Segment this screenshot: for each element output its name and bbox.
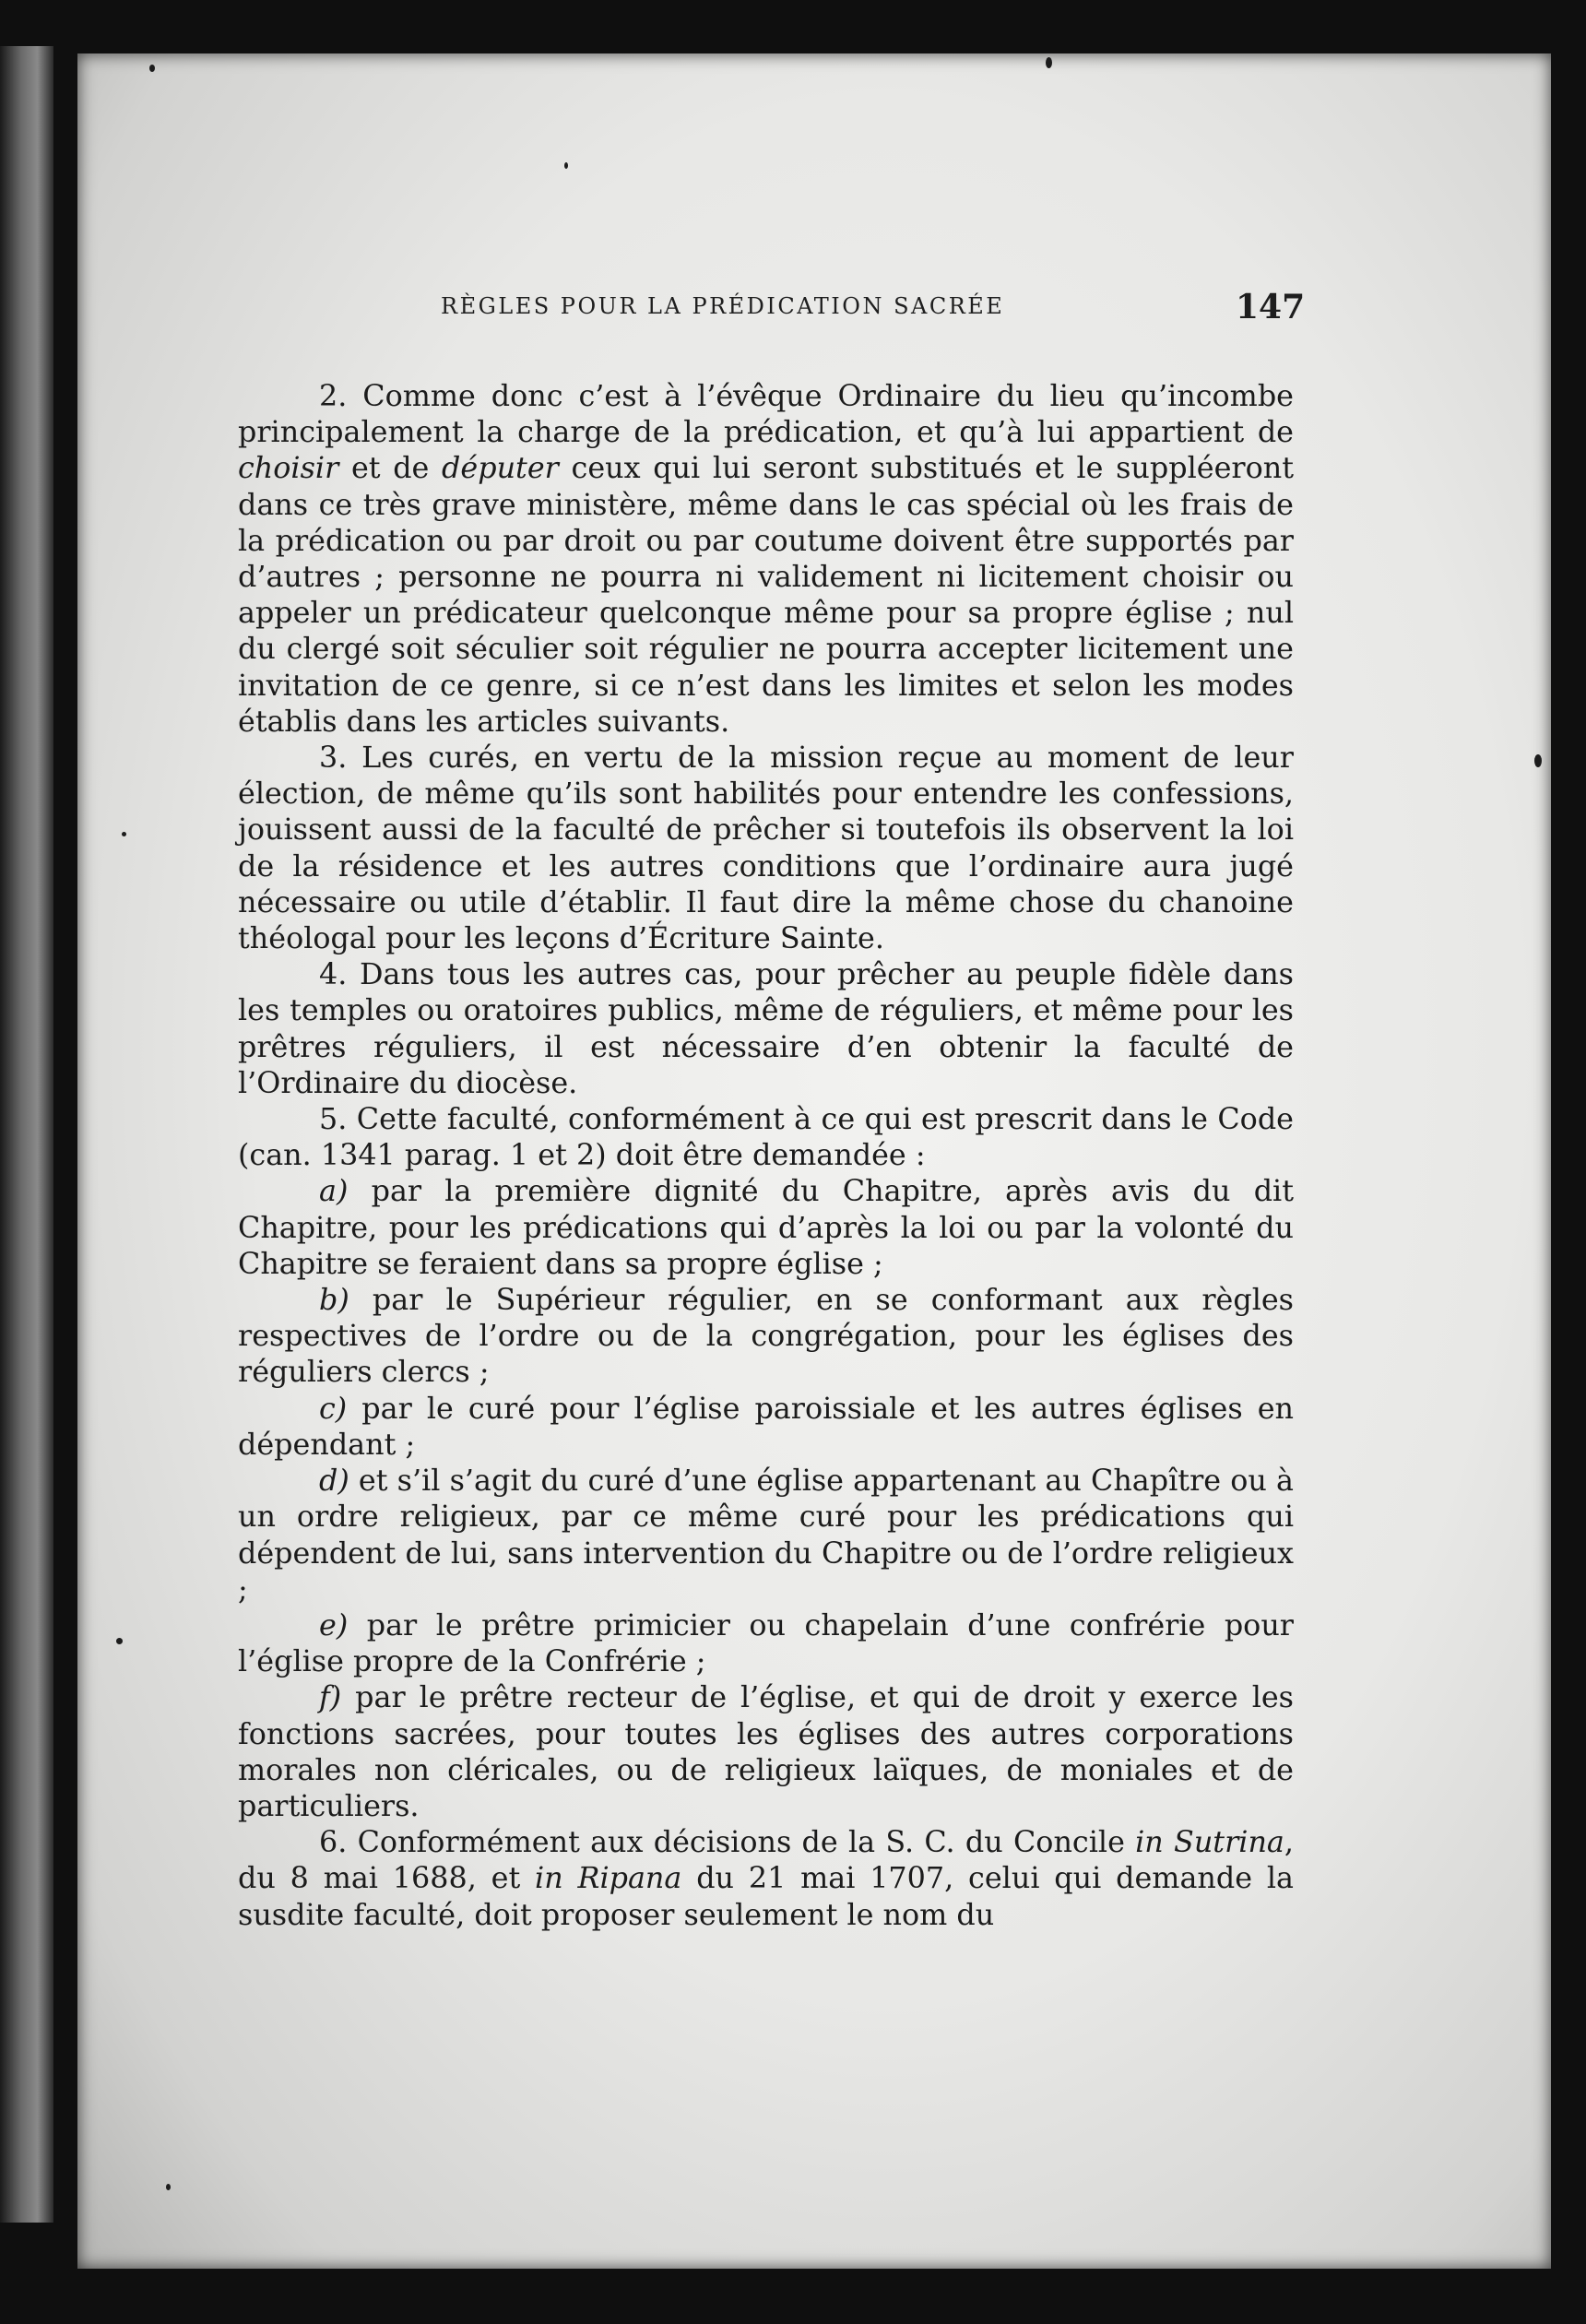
clause-letter: b) bbox=[319, 1283, 349, 1318]
ink-speck bbox=[116, 1638, 123, 1644]
italic-term: in Sutrina bbox=[1135, 1825, 1284, 1860]
clause-text: par le prêtre recteur de l’église, et qui de droit y exerce les fonctions sacrées, pour toutes les églises des autres corporations morales non cléricales, ou de religieux laïques, de moniales et de particuliers. bbox=[238, 1680, 1294, 1823]
clause-letter: e) bbox=[319, 1607, 349, 1642]
clause-text: et s’il s’agit du curé d’une église appartenant au Chapître ou à un ordre religieux, par ce même curé pour les prédications qui dépendent de lui, sans intervention du Chapitre ou de l’ordre religieux ; bbox=[238, 1464, 1294, 1607]
clause-text: par le prêtre primicier ou chapelain d’une confrérie pour l’église propre de la Confrérie ; bbox=[238, 1607, 1294, 1679]
text-run: et de bbox=[338, 451, 443, 486]
clause-c bbox=[238, 1391, 1294, 1463]
clause-a bbox=[238, 1173, 1294, 1282]
clause-d bbox=[238, 1463, 1294, 1607]
paragraph-4: 4. Dans tous les autres cas, pour prêcher au peuple fidèle dans les temples ou oratoires publics, même de réguliers, et même pour les prêtres réguliers, il est nécessaire d’en obtenir la faculté de l’Ordinaire du diocèse. bbox=[238, 957, 1294, 1100]
adjacent-page-edge bbox=[0, 46, 53, 2223]
clause-letter: d) bbox=[319, 1464, 349, 1499]
running-header: RÈGLES POUR LA PRÉDICATION SACRÉE bbox=[441, 293, 1005, 319]
ink-speck bbox=[564, 162, 568, 169]
paragraph-2 bbox=[238, 378, 1294, 740]
clause-letter: f) bbox=[319, 1680, 342, 1715]
body-text bbox=[238, 378, 1294, 1933]
clause-text: par le Supérieur régulier, en se conformant aux règles respectives de l’ordre ou de la congrégation, pour les églises des réguliers clercs ; bbox=[238, 1283, 1294, 1390]
text-run: du 21 mai 1707, celui qui demande la susdite faculté, doit proposer seulement le nom du bbox=[238, 1861, 1294, 1932]
ink-speck bbox=[1046, 57, 1052, 68]
ink-speck bbox=[149, 65, 155, 72]
clause-text: par le curé pour l’église paroissiale et les autres églises en dépendant ; bbox=[238, 1391, 1294, 1462]
clause-letter: a) bbox=[319, 1174, 349, 1209]
page-number: 147 bbox=[1236, 288, 1306, 326]
paragraph-3: 3. Les curés, en vertu de la mission reçue au moment de leur élection, de même qu’ils sont habilités pour entendre les confessions, jouissent aussi de la faculté de prêcher si toutefois ils observent la loi de la résidence et les autres conditions que l’ordinaire aura jugé nécessaire ou utile d’établir. Il faut dire la même chose du chanoine théologal pour les leçons d’Écriture Sainte. bbox=[238, 741, 1294, 956]
clause-letter: c) bbox=[319, 1391, 348, 1426]
text-run: , du 8 mai 1688, et bbox=[238, 1825, 1294, 1896]
italic-term: in Ripana bbox=[535, 1861, 682, 1896]
paragraph-6 bbox=[238, 1824, 1294, 1933]
text-run: ceux qui lui seront substitués et le suppléeront dans ce très grave ministère, même dans le cas spécial où les frais de la prédication ou par droit ou par coutume doivent être supportés par d’autres ; personne ne pourra ni validement ni licitement choisir ou appeler un prédicateur quelconque même pour sa propre église ; nul du clergé soit séculier soit régulier ne pourra accepter licitement une invitation de ce genre, si ce n’est dans les limites et selon les modes établis dans les articles suivants. bbox=[238, 451, 1295, 739]
ink-speck bbox=[1534, 754, 1542, 767]
text-run: 2. Comme donc c’est à l’évêque Ordinaire du lieu qu’incombe principalement la charge de la prédication, et qu’à lui appartient de bbox=[238, 379, 1294, 450]
clause-text: par la première dignité du Chapitre, après avis du dit Chapitre, pour les prédications qui d’après la loi ou par la volonté du Chapitre se feraient dans sa propre église ; bbox=[238, 1174, 1294, 1281]
text-run: 6. Conformément aux décisions de la S. C. du Concile bbox=[319, 1825, 1136, 1860]
ink-speck bbox=[166, 2184, 171, 2190]
italic-term: choisir bbox=[238, 451, 339, 486]
paragraph-5: 5. Cette faculté, conformément à ce qui est prescrit dans le Code (can. 1341 parag. 1 et 2) doit être demandée : bbox=[238, 1102, 1294, 1173]
clause-f bbox=[238, 1679, 1294, 1824]
ink-speck bbox=[122, 832, 126, 836]
italic-term: députer bbox=[442, 451, 559, 486]
clause-e bbox=[238, 1607, 1294, 1679]
clause-b bbox=[238, 1282, 1294, 1391]
